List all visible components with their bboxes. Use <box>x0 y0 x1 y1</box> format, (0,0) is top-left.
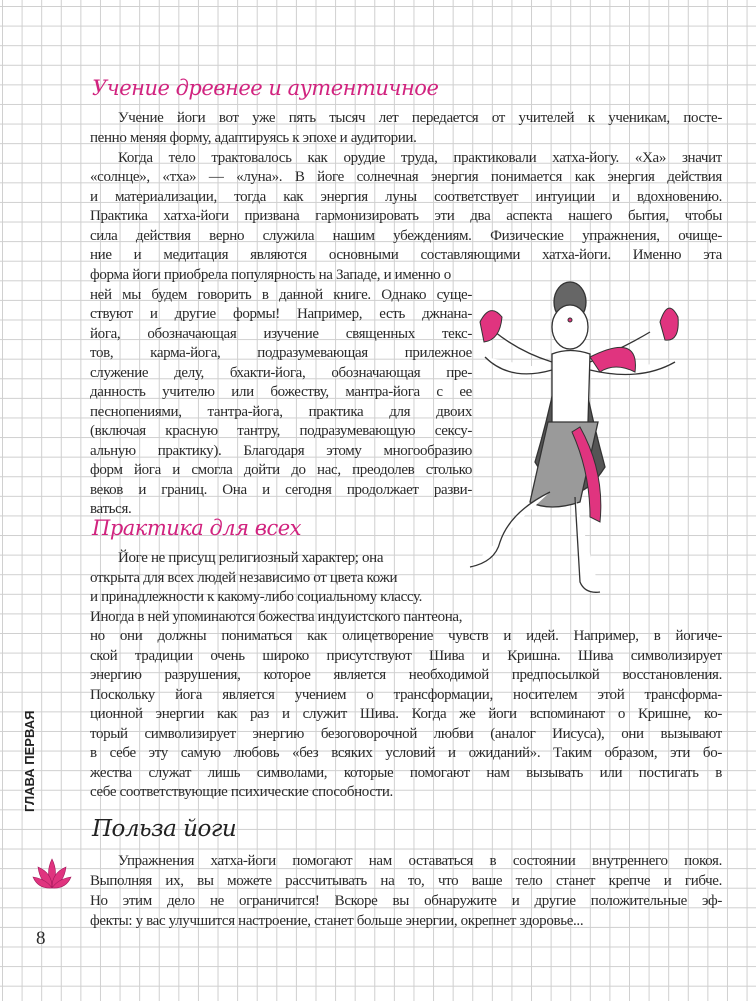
text-line: альную практику). Благодаря этому многообразию <box>90 443 472 459</box>
text-line: и материализации, тогда как энергия луны соответствует интуиции и вдохновению. <box>90 189 722 205</box>
text-line: Выполняя их, вы можете рассчитывать на то, что ваше тело станет крепче и гибче. <box>90 873 722 889</box>
text-line: песнопениями, тантра-йога, практика для двоих <box>90 404 472 420</box>
text-line: в себе эту самую любовь «без всяких условий и ожиданий». Таким образом, эти бо- <box>90 745 722 761</box>
lotus-icon <box>32 855 72 895</box>
text-line: ционной энергии как раз и служит Шива. Когда же йоги вспоминают о Кришне, ко- <box>90 706 722 722</box>
text-line: сила действия верно служила нашим убеждениям. Физические упражнения, очище- <box>90 228 722 244</box>
text-line: Упражнения хатха-йоги помогают нам оставаться в состоянии внутреннего покоя. <box>118 853 722 869</box>
text-line: Иногда в ней упоминаются божества индуистского пантеона, <box>90 609 463 625</box>
text-line: данность учителю или божеству, мантра-йога с ее <box>90 384 472 400</box>
text-line: ской традиции очень широко присутствуют Шива и Кришна. Шива символизирует <box>90 648 722 664</box>
section-heading-ancient: Учение древнее и аутентичное <box>92 76 439 100</box>
text-line: ваться. <box>90 501 132 517</box>
page-number: 8 <box>36 928 46 949</box>
text-line: фекты: у вас улучшится настроение, станет больше энергии, окрепнет здоровье... <box>90 913 584 929</box>
text-line: Учение йоги вот уже пять тысяч лет передается от учителей к ученикам, посте- <box>118 110 722 126</box>
text-line: служение делу, бхакти-йога, обозначающая пре- <box>90 365 472 381</box>
chapter-label: ГЛАВА ПЕРВАЯ <box>22 710 37 812</box>
text-line: ствуют и другие формы! Например, есть джнана- <box>90 306 472 322</box>
text-line: тов, карма-йога, подразумевающая прилежное <box>90 345 472 361</box>
section-heading-benefits: Польза йоги <box>92 816 237 842</box>
text-line: йога, обозначающая изучение священных текс- <box>90 326 472 342</box>
text-line: но они должны пониматься как олицетворение чувств и идей. Например, в йогиче- <box>90 628 722 644</box>
text-line: энергию разрушения, которое является необходимой предпосылкой восстановления. <box>90 667 722 683</box>
text-line: «солнце», «тха» — «луна». В йоге солнечная энергия понимается как энергия действия <box>90 169 722 185</box>
text-line: Практика хатха-йоги призвана гармонизировать эти два аспекта нашего бытия, чтобы <box>90 208 722 224</box>
section-heading-practice: Практика для всех <box>92 516 302 540</box>
text-line: торый символизирует энергию безоговорочной любви (аналог Иисуса), они вызывают <box>90 726 722 742</box>
text-line: пенно меняя форму, адаптируясь к эпохе и аудитории. <box>90 130 417 146</box>
text-line: (включая красную тантру, подразумевающую сексу- <box>90 423 472 439</box>
text-line: Йоге не присущ религиозный характер; она <box>118 550 384 566</box>
text-line: себе соответствующие психические способности. <box>90 784 393 800</box>
text-line: ней мы будем говорить в данной книге. Однако суще- <box>90 287 472 303</box>
text-line: Когда тело трактовалось как орудие труда, практиковали хатха-йогу. «Ха» значит <box>118 150 722 166</box>
text-line: веков и границ. Она и сегодня продолжает разви- <box>90 482 472 498</box>
text-line: открыта для всех людей независимо от цвета кожи <box>90 570 398 586</box>
text-line: жества служат лишь символами, которые помогают нам вызывать или постигать в <box>90 765 722 781</box>
text-line: форма йоги приобрела популярность на Западе, и именно о <box>90 267 451 283</box>
text-line: форм йога и смогла дойти до нас, преодолев столько <box>90 462 472 478</box>
text-line: Но этим дело не ограничится! Вскоре вы обнаружите и другие положительные эф- <box>90 893 722 909</box>
text-line: ние и медитация являются основными составляющими хатха-йоги. Именно эта <box>90 247 722 263</box>
dancing-deity-illustration <box>440 262 710 612</box>
text-line: и принадлежности к какому-либо социальному классу. <box>90 589 423 605</box>
text-line: Поскольку йога является учением о трансформации, носителем этой трансформа- <box>90 687 722 703</box>
